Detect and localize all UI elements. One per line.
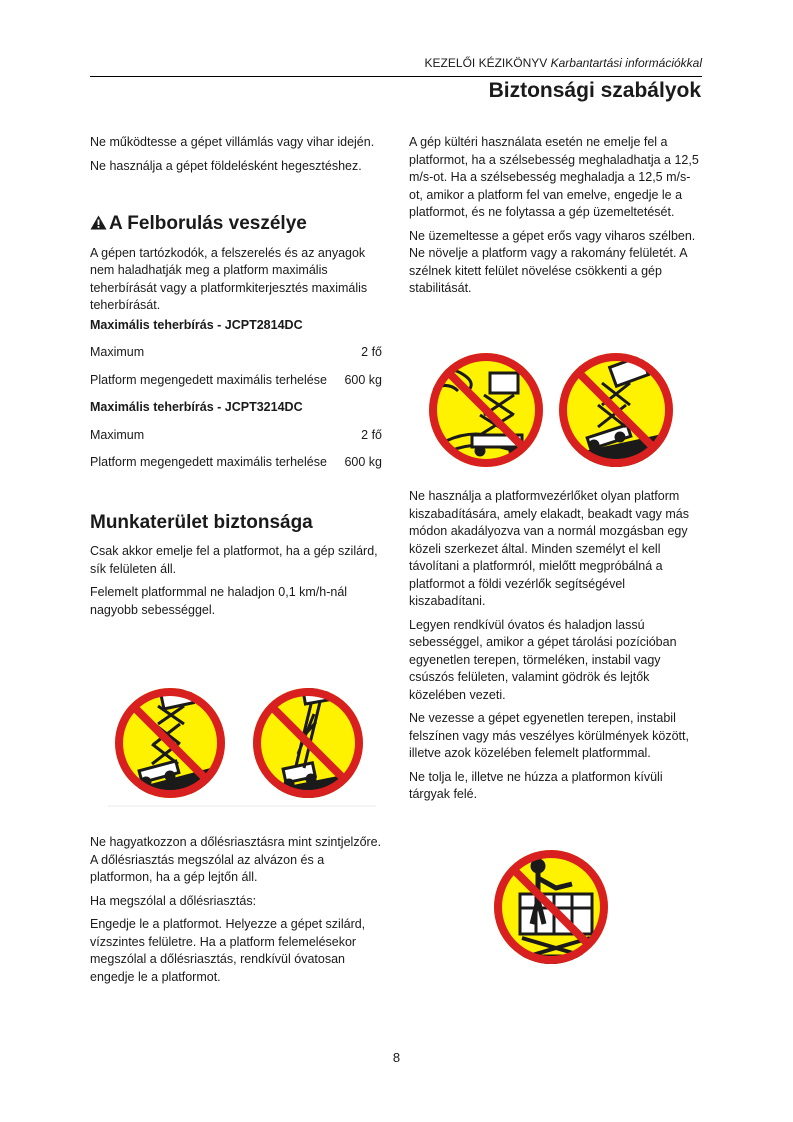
right-column-lower [409, 488, 704, 810]
capacity-2-title: Maximális teherbírás - JCPT3214DC [90, 400, 303, 414]
paragraph-if-alarm: Ha megszólal a dőlésriasztás: [90, 893, 257, 908]
paragraph-lower-platform: Engedje le a platformot. Helyezze a gépet szilárd, vízszintes felületre. Ha a platform felemelésekor megszólal a dőlésriasztás, rendkívül óvatosan engedje le a platformot. [90, 917, 366, 984]
paragraph-no-push-pull: Ne tolja le, illetve ne húzza a platformon kívüli tárgyak felé. [409, 769, 663, 801]
paragraph-lightning: Ne működtesse a gépet villámlás vagy vihar idején. [90, 135, 375, 149]
pictogram-pair-wind [426, 349, 676, 471]
page-title: Biztonsági szabályok [488, 79, 701, 102]
capacity-1-load-row [90, 372, 382, 390]
running-header [90, 56, 702, 70]
no-platform-load-sign [559, 353, 676, 467]
capacity-2-max-value: 2 fő [361, 427, 382, 442]
manual-subtitle: Karbantartási információkkal [550, 56, 702, 70]
paragraph-tilt-alarm: Ne hagyatkozzon a dőlésriasztásra mint szintjelzőre. A dőlésriasztás megszólal az alvázon és a platformon, ha a gép lejtőn áll. [90, 835, 382, 884]
left-column-lower [90, 834, 382, 992]
capacity-1-title: Maximális teherbírás - JCPT2814DC [90, 317, 303, 332]
capacity-1-load-value: 600 kg [344, 372, 382, 387]
right-column [409, 134, 704, 304]
no-wind-sign [429, 353, 543, 467]
paragraph-welding: Ne használja a gépet földelésként hegesztéshez. [90, 158, 362, 173]
capacity-1-max-row [90, 344, 382, 362]
pictogram-pair-slope [108, 682, 376, 808]
capacity-2-load-label: Platform megengedett maximális terhelése [90, 455, 327, 469]
paragraph-drive-speed: Felemelt platformmal ne haladjon 0,1 km/h-nál nagyobb sebességgel. [90, 585, 348, 617]
capacity-2-max-label: Maximum [90, 427, 145, 442]
paragraph-uneven-terrain-elevated: Ne vezesse a gépet egyenetlen terepen, instabil felszínen vagy más veszélyes körülmények között, illetve azok közelében felemelt platformmal. [409, 711, 689, 760]
paragraph-firm-surface: Csak akkor emelje fel a platformot, ha a gép szilárd, sík felületen áll. [90, 544, 378, 576]
paragraph-wind-speed: A gép kültéri használata esetén ne emelje fel a platformot, ha a szélsebesség meghaladhatja a 12,5 m/s-ot. Ha a szélsebesség meghaladja a 12,5 m/s-ot, amikor a platform fel van emelve, engedje le a platformot, és ne folytassa a gép üzemeltetését. [409, 135, 699, 219]
work-area-heading: Munkaterület biztonsága [90, 511, 313, 533]
paragraph-stuck-platform: Ne használja a platformvezérlőket olyan platform kiszabadítására, amely elakadt, beakadt vagy más módon akadályozva van a normál mozgásban egy közeli szerkezet által. Minden személyt el kell távolítani a platformról, mielőtt megpróbálná a platformot a földi vezérlők segítségével kiszabadítani. [409, 489, 690, 608]
paragraph-strong-wind: Ne üzemeltesse a gépet erős vagy viharos szélben. Ne növelje a platform vagy a rakomány felületét. A szélnek kitett felület növelése csökkenti a gép stabilitását. [409, 228, 696, 295]
capacity-1-max-label: Maximum [90, 345, 145, 359]
manual-name: KEZELŐI KÉZIKÖNYV [424, 56, 548, 70]
tip-over-heading-text: A Felborulás veszélye [109, 213, 307, 234]
left-column [90, 134, 382, 625]
header-rule [90, 76, 702, 77]
paragraph-tip-over: A gépen tartózkodók, a felszerelés és az anyagok nem haladhatják meg a platform maximális teherbírását vagy a platformkiterjesztés maximális teherbírását. [90, 245, 368, 312]
no-elevated-slope-sign [115, 687, 225, 798]
capacity-1-max-value: 2 fő [361, 345, 382, 359]
no-pushing-sign [492, 848, 610, 966]
capacity-2-load-value: 600 kg [344, 455, 382, 469]
capacity-2-max-row [90, 427, 382, 445]
no-slope-tower-sign [253, 686, 363, 800]
capacity-2-load-row [90, 454, 382, 472]
paragraph-uneven-terrain-stowed: Legyen rendkívül óvatos és haladjon lassú sebességgel, amikor a gépet tárolási pozícióban egyenetlen terepen, törmeléken, instabil vagy csúszós felületen, valamint gödrök és lejtők közelében vezeti. [409, 617, 677, 702]
tip-over-heading [90, 215, 382, 233]
page-number: 8 [392, 1050, 401, 1065]
warning-triangle-icon [90, 215, 107, 230]
capacity-1-load-label: Platform megengedett maximális terhelése [90, 372, 327, 387]
